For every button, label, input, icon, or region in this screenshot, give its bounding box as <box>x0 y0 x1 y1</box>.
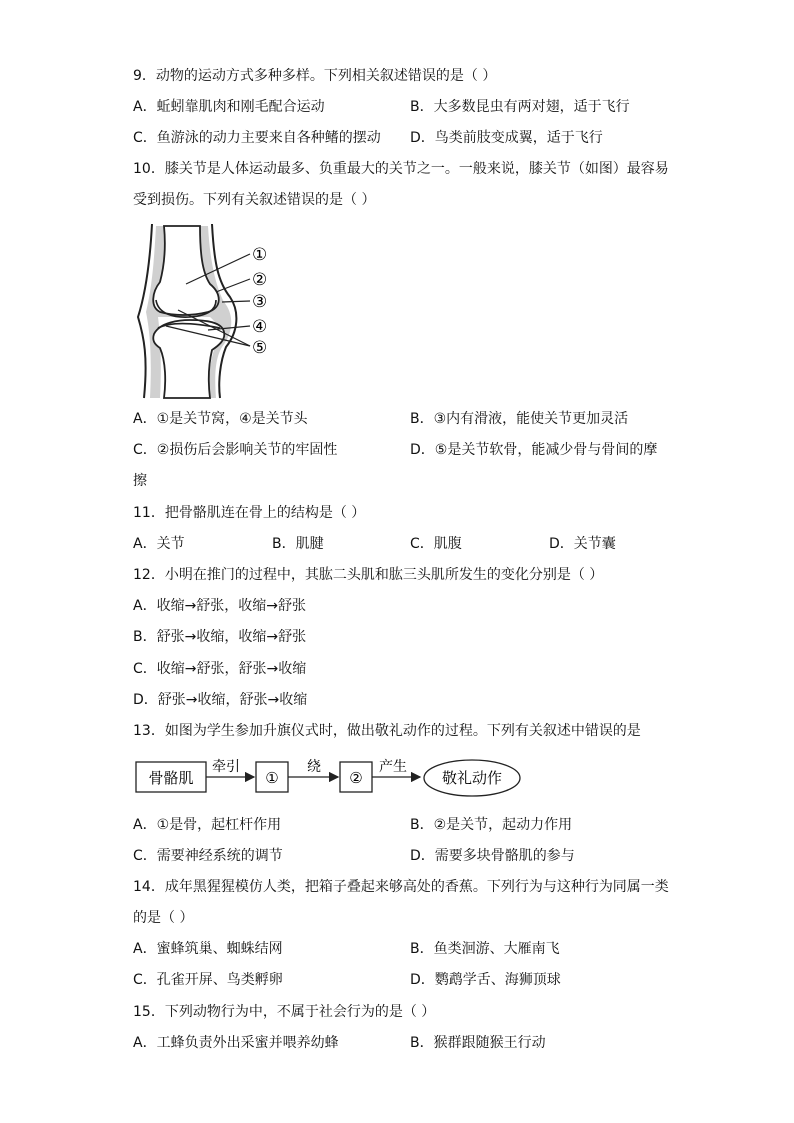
q10-stem-line1: 10．膝关节是人体运动最多、负重最大的关节之一。一般来说，膝关节（如图）最容易 <box>133 161 669 177</box>
figure-label-5: ⑤ <box>252 338 268 358</box>
arrow-around-label: 绕 <box>307 759 321 775</box>
figure-label-1: ① <box>252 245 268 265</box>
figure-label-2: ② <box>252 270 268 290</box>
box-2-label: ② <box>349 769 363 787</box>
q11-option-a: A．关节 <box>133 536 185 552</box>
salute-action-label: 敬礼动作 <box>441 769 503 787</box>
salute-process-diagram <box>130 754 530 802</box>
q9-stem: 9．动物的运动方式多种多样。下列相关叙述错误的是（ ） <box>133 68 497 84</box>
q14-stem-line2: 的是（ ） <box>133 910 194 926</box>
q9-option-b: B．大多数昆虫有两对翅，适于飞行 <box>410 99 630 115</box>
knee-joint-figure <box>130 222 290 400</box>
q14-option-d: D．鹦鹉学舌、海狮顶球 <box>410 972 561 988</box>
q9-option-c: C．鱼游泳的动力主要来自各种鳍的摆动 <box>133 130 381 146</box>
q15-option-b: B．猴群跟随猴王行动 <box>410 1035 546 1051</box>
q15-option-a: A．工蜂负责外出采蜜并喂养幼蜂 <box>133 1035 339 1051</box>
q10-option-b: B．③内有滑液，能使关节更加灵活 <box>410 411 629 427</box>
q9-option-a: A．蚯蚓靠肌肉和刚毛配合运动 <box>133 99 325 115</box>
arrow-pull-label: 牵引 <box>212 759 240 775</box>
q12-option-b: B．舒张→收缩，收缩→舒张 <box>133 629 307 645</box>
q14-option-b: B．鱼类洄游、大雁南飞 <box>410 941 560 957</box>
q14-option-c: C．孔雀开屏、鸟类孵卵 <box>133 972 283 988</box>
q15-stem: 15．下列动物行为中，不属于社会行为的是（ ） <box>133 1004 436 1020</box>
leader-line-3 <box>222 301 250 302</box>
q11-stem: 11．把骨骼肌连在骨上的结构是（ ） <box>133 505 366 521</box>
figure-label-4: ④ <box>252 317 268 337</box>
box-1-label: ① <box>265 769 279 787</box>
arrow-produce-label: 产生 <box>379 759 407 775</box>
q12-stem: 12．小明在推门的过程中，其肱二头肌和肱三头肌所发生的变化分别是（ ） <box>133 567 604 583</box>
q12-option-d: D．舒张→收缩，舒张→收缩 <box>133 692 308 708</box>
q13-option-d: D．需要多块骨骼肌的参与 <box>410 848 575 864</box>
q13-option-a: A．①是骨，起杠杆作用 <box>133 817 282 833</box>
q14-option-a: A．蜜蜂筑巢、蜘蛛结网 <box>133 941 283 957</box>
q10-option-a: A．①是关节窝，④是关节头 <box>133 411 308 427</box>
q10-option-d: D．⑤是关节软骨，能减少骨与骨间的摩 <box>410 442 658 458</box>
q10-option-d-continued: 擦 <box>133 473 147 489</box>
q11-option-d: D．关节囊 <box>549 536 616 552</box>
q13-stem: 13．如图为学生参加升旗仪式时，做出敬礼动作的过程。下列有关叙述中错误的是 <box>133 723 641 739</box>
q12-option-a: A．收缩→舒张，收缩→舒张 <box>133 598 307 614</box>
q9-option-d: D．鸟类前肢变成翼，适于飞行 <box>410 130 603 146</box>
skeletal-muscle-label: 骨骼肌 <box>148 769 194 787</box>
q14-stem-line1: 14．成年黑猩猩模仿人类，把箱子叠起来够高处的香蕉。下列行为与这种行为同属一类 <box>133 879 669 895</box>
q10-option-c: C．②损伤后会影响关节的牢固性 <box>133 442 338 458</box>
figure-label-3: ③ <box>252 292 268 312</box>
q10-stem-line2: 受到损伤。下列有关叙述错误的是（ ） <box>133 192 376 208</box>
q12-option-c: C．收缩→舒张，舒张→收缩 <box>133 661 307 677</box>
q11-option-b: B．肌腱 <box>272 536 324 552</box>
q13-option-b: B．②是关节，起动力作用 <box>410 817 573 833</box>
q11-option-c: C．肌腹 <box>410 536 462 552</box>
q13-option-c: C．需要神经系统的调节 <box>133 848 283 864</box>
